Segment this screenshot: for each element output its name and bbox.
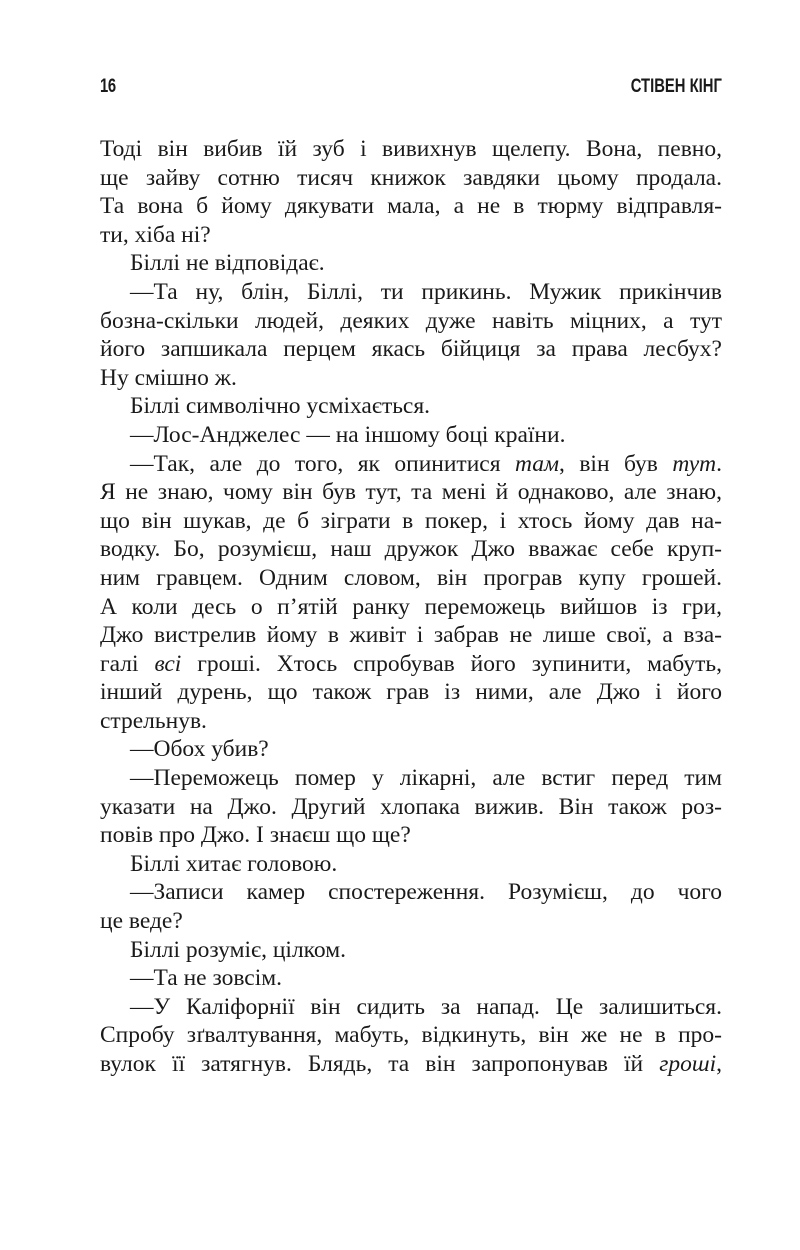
text-line: [100, 1050, 722, 1079]
italic-emphasis: гроші: [659, 1051, 717, 1077]
text-line: А коли десь о п’ятій ранку переможець вийшов із гри,: [100, 593, 722, 620]
text-line: Та вона б йому дякувати мала, а не в тюрму відправля-: [100, 193, 722, 220]
running-head-author: СТІВЕН КІНГ: [630, 76, 722, 97]
text-line: Біллі хитає головою.: [130, 850, 338, 877]
text-line: ним гравцем. Одним словом, він програв купу грошей.: [100, 564, 722, 591]
text-line: його запшикала перцем якась бійциця за права лесбух?: [100, 336, 722, 363]
text-run: ,: [716, 1051, 722, 1077]
italic-emphasis: всі: [154, 650, 182, 677]
text-line: —У Каліфорнії він сидить за напад. Це залишиться.: [130, 993, 722, 1020]
text-line: указати на Джо. Другий хлопака вижив. Він також роз-: [100, 793, 722, 820]
text-line: ти, хіба ні?: [100, 221, 211, 248]
text-line: [100, 650, 722, 679]
text-line: Тоді він вибив їй зуб і вивихнув щелепу. Вона, певно,: [100, 136, 722, 162]
text-run: , він був: [558, 450, 673, 477]
page-header: [100, 76, 722, 106]
italic-emphasis: там: [514, 450, 559, 477]
text-line: —Записи камер спостереження. Розумієш, до чого: [130, 879, 722, 906]
text-line: водку. Бо, розумієш, наш дружок Джо вважає себе круп-: [100, 536, 722, 563]
text-line: Джо вистрелив йому в живіт і забрав не лише свої, а вза-: [100, 622, 722, 649]
text-line: що він шукав, де б зіграти в покер, і хтось йому дав на-: [100, 507, 722, 534]
text-line: Біллі символічно усміхається.: [130, 393, 431, 420]
text-line: бозна-скільки людей, деяких дуже навіть міцних, а тут: [100, 307, 722, 334]
text-run: галі: [100, 650, 155, 677]
text-line: це веде?: [100, 908, 183, 935]
text-line: Ну смішно ж.: [100, 364, 237, 391]
text-line: стрельнув.: [100, 707, 207, 734]
text-line: Біллі розуміє, цілком.: [130, 936, 346, 963]
text-line: ще зайву сотню тисяч книжок завдяки цьому продала.: [100, 164, 722, 191]
text-run: гроші. Хтось спробував його зупинити, мабуть,: [181, 650, 722, 677]
text-run: .: [716, 450, 722, 477]
text-line: —Лос-Анджелес — на іншому боці країни.: [130, 421, 566, 448]
italic-emphasis: тут: [672, 450, 717, 477]
text-line: Я не знаю, чому він був тут, та мені й однаково, але знаю,: [100, 479, 722, 506]
text-line: Біллі не відповідає.: [130, 250, 325, 277]
text-line: повів про Джо. І знаєш що ще?: [100, 822, 411, 849]
body-text: [100, 135, 722, 1079]
text-line: інший дурень, що також грав із ними, але Джо і його: [100, 679, 722, 706]
text-line: —Обох убив?: [130, 736, 269, 763]
text-line: —Переможець помер у лікарні, але встиг перед тим: [130, 765, 722, 792]
page-number: 16: [100, 76, 116, 97]
text-line: [100, 450, 722, 479]
text-line: Спробу зґвалтування, мабуть, відкинуть, він же не в про-: [100, 1022, 722, 1049]
text-line: —Та ну, блін, Біллі, ти прикинь. Мужик прикінчив: [130, 278, 722, 305]
text-run: —Так, але до того, як опинитися: [130, 450, 515, 477]
text-run: вулок її затягнув. Блядь, та він запропонував їй: [100, 1051, 660, 1077]
text-line: —Та не зовсім.: [130, 965, 283, 992]
